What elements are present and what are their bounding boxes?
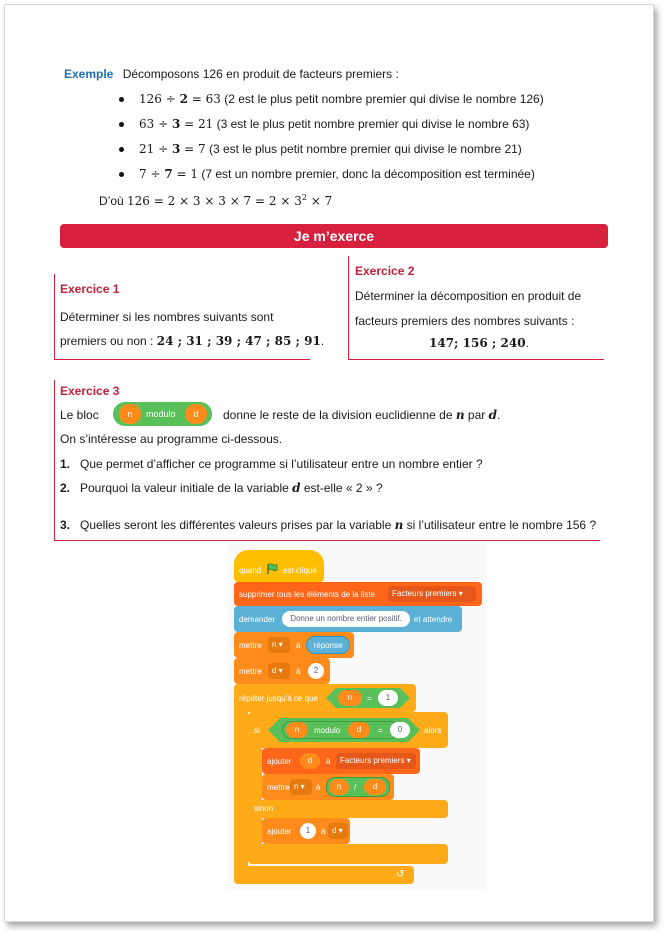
q1-number: 1. bbox=[60, 457, 71, 471]
ex3-bottom-rule bbox=[54, 540, 600, 541]
ex1-prefix: premiers ou non : bbox=[60, 334, 157, 348]
equals-label: = bbox=[378, 726, 383, 735]
step-text: (3 est le plus petit nombre premier qui divise le nombre 21) bbox=[205, 142, 522, 156]
step-divisor: 7 bbox=[164, 167, 173, 181]
step-text: (2 est le plus petit nombre premier qui divise le nombre 126) bbox=[220, 92, 544, 106]
q2-text bbox=[80, 480, 383, 496]
bloc-suffix-text: donne le reste de la division euclidienne de bbox=[223, 408, 456, 422]
var-n: n bbox=[455, 408, 465, 422]
q3-var: n bbox=[394, 518, 404, 532]
example-step-1 bbox=[139, 91, 544, 107]
bullet-dot bbox=[119, 122, 124, 127]
conclusion-tail: × 7 bbox=[306, 194, 333, 208]
var-dropdown: d ▾ bbox=[268, 663, 290, 679]
if-label: si bbox=[254, 726, 260, 735]
ex2-line2: facteurs premiers des nombres suivants : bbox=[355, 314, 575, 328]
step-math: 126 ÷ bbox=[139, 92, 180, 106]
ex1-end: . bbox=[320, 334, 325, 348]
else-label: sinon bbox=[254, 804, 274, 813]
to-label: à bbox=[296, 641, 301, 650]
step-result: = 63 bbox=[187, 92, 221, 106]
var-name: n bbox=[294, 782, 299, 791]
delete-all-label: supprimer tous les éléments de la liste bbox=[239, 590, 376, 599]
bullet-dot bbox=[119, 147, 124, 152]
value-field: 2 bbox=[308, 663, 324, 679]
step-text: (7 est un nombre premier, donc la décomposition est terminée) bbox=[198, 167, 535, 181]
var-n-reporter: n bbox=[286, 722, 308, 738]
scratch-program bbox=[228, 544, 486, 890]
var-d-reporter: d bbox=[300, 753, 320, 769]
value-field: 0 bbox=[390, 722, 410, 738]
else-header bbox=[248, 800, 448, 818]
example-step-3 bbox=[139, 141, 522, 157]
step-text: (3 est le plus petit nombre premier qui divise le nombre 63) bbox=[213, 117, 530, 131]
step-divisor: 3 bbox=[171, 142, 181, 156]
conclusion-exponent: 2 bbox=[301, 193, 307, 202]
var-n-reporter: n bbox=[338, 690, 362, 706]
green-flag-icon bbox=[266, 562, 278, 580]
divide-label: / bbox=[354, 783, 357, 792]
step-math: 63 ÷ bbox=[139, 117, 172, 131]
ex1-line1: Déterminer si les nombres suivants sont bbox=[60, 310, 274, 324]
loop-arrow-icon: ↺ bbox=[396, 869, 405, 880]
list-name: Facteurs premiers bbox=[392, 589, 457, 598]
add-label: ajouter bbox=[267, 757, 292, 766]
ex2-title: Exercice 2 bbox=[355, 264, 415, 278]
ex2-left-rule bbox=[348, 256, 349, 360]
example-intro: Décomposons 126 en produit de facteurs premiers : bbox=[122, 67, 399, 81]
ex3-bloc-prefix: Le bloc bbox=[60, 408, 99, 422]
bloc-end: . bbox=[496, 408, 501, 422]
q2-part-b: est-elle « 2 » ? bbox=[300, 481, 383, 495]
var-dropdown: d ▾ bbox=[328, 823, 348, 839]
bullet-dot bbox=[119, 97, 124, 102]
var-dropdown: n ▾ bbox=[268, 637, 290, 653]
equals-label: = bbox=[367, 694, 372, 703]
ex1-line2 bbox=[60, 333, 324, 349]
ex3-title: Exercice 3 bbox=[60, 384, 120, 398]
q3-number: 3. bbox=[60, 518, 71, 532]
q3-text bbox=[80, 517, 596, 533]
repeat-until-arm bbox=[234, 704, 248, 880]
example-label: Exemple bbox=[64, 67, 114, 81]
set-label: mettre bbox=[239, 641, 262, 650]
example-step-4 bbox=[139, 166, 535, 182]
list-dropdown: Facteurs premiers ▾ bbox=[336, 753, 416, 769]
to-label: à bbox=[296, 667, 301, 676]
hat-label-a: quand bbox=[239, 566, 262, 575]
q3-part-b: si l’utilisateur entre le nombre 156 ? bbox=[403, 518, 597, 532]
var-name: d bbox=[332, 826, 337, 835]
var-name: n bbox=[272, 640, 277, 649]
ex1-bottom-rule bbox=[54, 359, 310, 360]
ex3-bloc-suffix bbox=[223, 407, 500, 423]
repeat-until-footer bbox=[234, 866, 414, 884]
step-result: = 7 bbox=[180, 142, 206, 156]
q1-text: Que permet d’afficher ce programme si l’utilisateur entre un nombre entier ? bbox=[80, 457, 483, 471]
list-dropdown: Facteurs premiers ▾ bbox=[388, 586, 476, 602]
ex3-left-rule bbox=[54, 380, 55, 541]
q2-part-a: Pourquoi la valeur initiale de la variable bbox=[80, 481, 293, 495]
ex2-end: . bbox=[525, 336, 529, 350]
var-d-reporter: d bbox=[348, 722, 370, 738]
example-line bbox=[64, 66, 399, 82]
value-field: 1 bbox=[378, 690, 398, 706]
then-label: alors bbox=[424, 726, 442, 735]
conclusion-math: 126 = 2 × 3 × 3 × 7 = 2 × 3 bbox=[127, 194, 302, 208]
q2-var: d bbox=[292, 481, 301, 495]
step-result: = 1 bbox=[172, 167, 199, 181]
if-else-arm bbox=[248, 740, 262, 852]
list-name: Facteurs premiers bbox=[340, 756, 405, 765]
ex2-numbers-line bbox=[429, 335, 529, 351]
var-d-reporter: d bbox=[364, 779, 386, 795]
ask-label: demander bbox=[239, 615, 276, 624]
q3-part-a: Quelles seront les différentes valeurs prises par la variable bbox=[80, 518, 395, 532]
ask-question-field: Donne un nombre entier positif. bbox=[282, 611, 410, 627]
value-field: 1 bbox=[300, 823, 316, 839]
step-divisor: 2 bbox=[179, 92, 188, 106]
change-label: ajouter bbox=[267, 827, 292, 836]
set-label: mettre bbox=[267, 783, 290, 792]
repeat-label: répéter jusqu'à ce que bbox=[239, 694, 318, 703]
ex2-numbers: 147; 156 ; 240 bbox=[429, 336, 526, 350]
example-step-2 bbox=[139, 116, 529, 132]
step-result: = 21 bbox=[180, 117, 214, 131]
bloc-suffix-par: par bbox=[464, 408, 489, 422]
step-divisor: 3 bbox=[171, 117, 181, 131]
set-label: mettre bbox=[239, 667, 262, 676]
to-label: à bbox=[316, 783, 321, 792]
ex1-left-rule bbox=[54, 274, 55, 359]
modulo-n-oval: n bbox=[119, 404, 141, 424]
bullet-dot bbox=[119, 172, 124, 177]
example-conclusion bbox=[99, 190, 332, 209]
var-n-reporter: n bbox=[329, 779, 349, 795]
var-name: d bbox=[272, 666, 277, 675]
ex2-line1: Déterminer la décomposition en produit de bbox=[355, 289, 582, 303]
ask-wait-label: et attendre bbox=[414, 615, 453, 624]
q2-number: 2. bbox=[60, 481, 71, 495]
conclusion-prefix: D’où bbox=[99, 194, 128, 208]
ex1-numbers: 24 ; 31 ; 39 ; 47 ; 85 ; 91 bbox=[156, 334, 321, 348]
ex3-intro: On s’intéresse au programme ci-dessous. bbox=[60, 432, 283, 446]
to-label: à bbox=[321, 827, 326, 836]
var-d: d bbox=[488, 408, 497, 422]
modulo-op-label: modulo bbox=[146, 409, 176, 419]
step-math: 21 ÷ bbox=[139, 142, 172, 156]
ex2-bottom-rule bbox=[348, 359, 604, 360]
to-label: à bbox=[326, 757, 331, 766]
var-dropdown: n ▾ bbox=[290, 779, 312, 795]
ex1-title: Exercice 1 bbox=[60, 282, 120, 296]
section-banner: Je m’exerce bbox=[60, 224, 608, 248]
modulo-d-oval: d bbox=[185, 404, 207, 424]
hat-label-b: est cliqué bbox=[283, 566, 317, 575]
answer-reporter: réponse bbox=[306, 636, 350, 654]
modulo-label: modulo bbox=[314, 726, 341, 735]
if-else-footer bbox=[248, 844, 448, 864]
step-math: 7 ÷ bbox=[139, 167, 165, 181]
